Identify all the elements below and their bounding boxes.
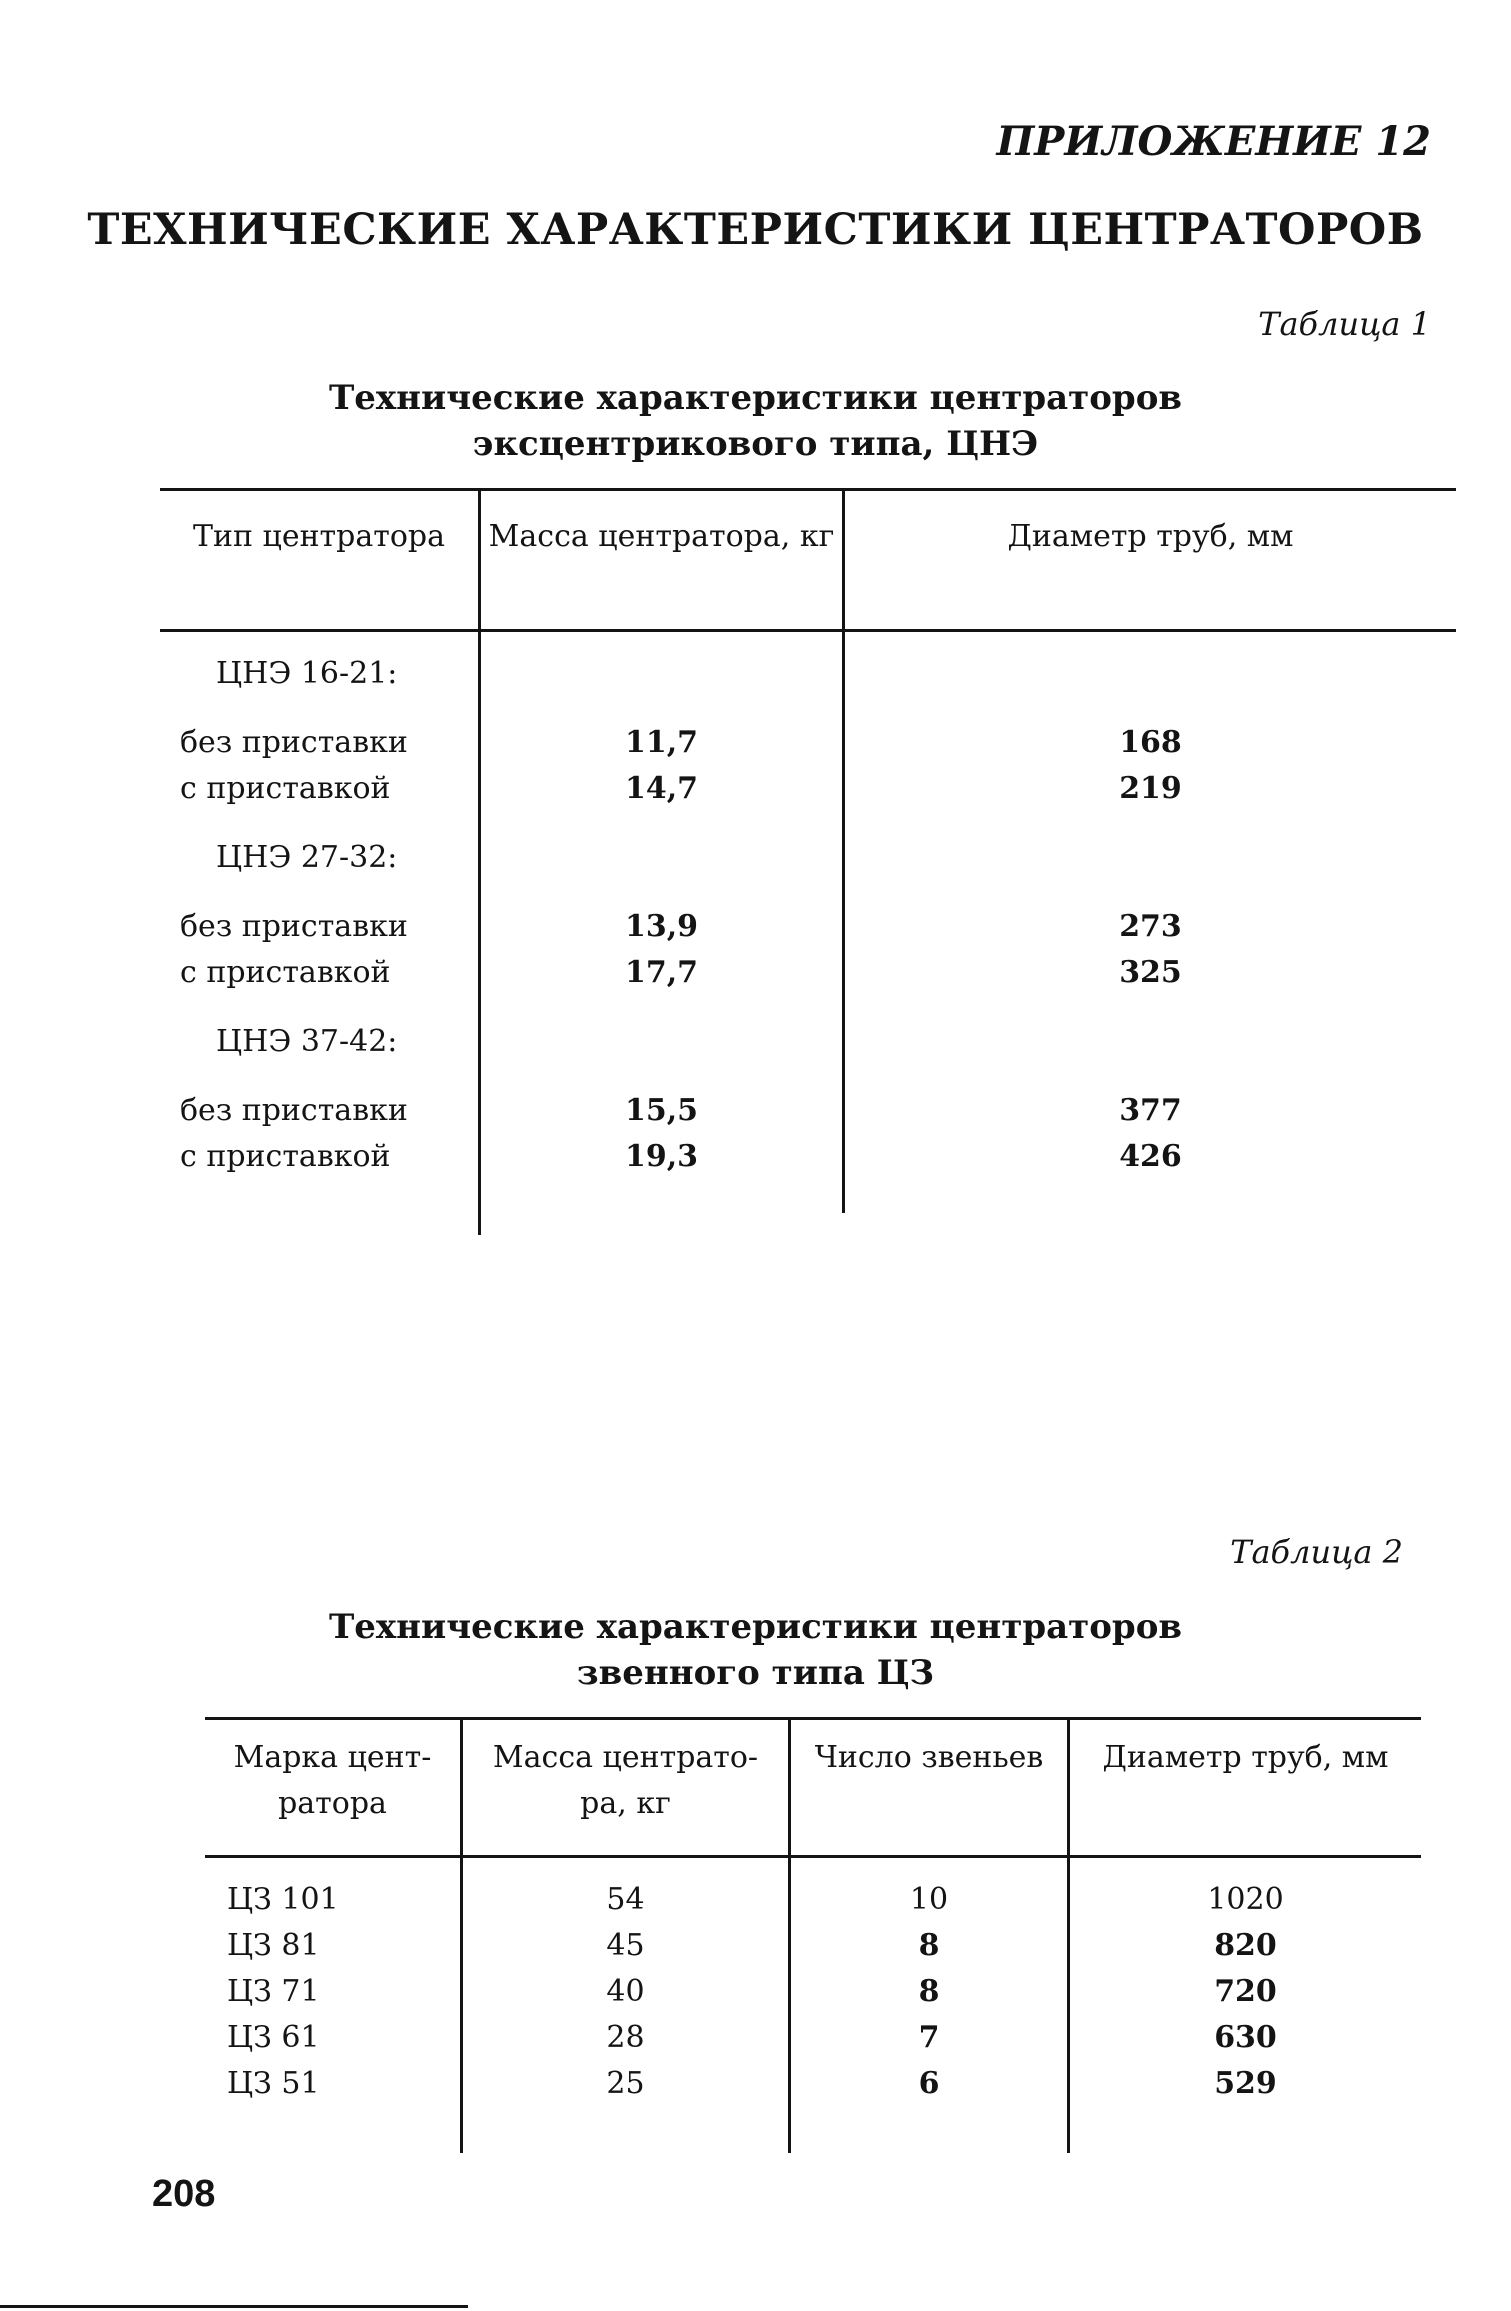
table2-top-rule — [205, 1717, 1421, 1720]
table1-cell-diameter: 168 — [1119, 725, 1182, 760]
table1-title-line2: эксцентрикового типа, ЦНЭ — [472, 424, 1039, 464]
table1 — [160, 488, 1456, 1235]
table2-cell-links: 8 — [918, 1928, 940, 1963]
table1-header-mass: Масса центратора, кг — [488, 519, 835, 554]
table2-title — [0, 1604, 1511, 1696]
table1-cell-mass: 17,7 — [624, 955, 699, 990]
table1-cell-diameter: 219 — [1119, 771, 1182, 806]
table2-header-rule — [205, 1855, 1421, 1858]
table1-cell-diameter: 325 — [1119, 955, 1182, 990]
table2-header-links: Число звеньев — [814, 1740, 1044, 1775]
page-number: 208 — [152, 2173, 216, 2215]
table2-cell-mass: 40 — [606, 1974, 645, 2009]
table1-cell-mass: 11,7 — [624, 725, 699, 760]
table2-header-mass: Масса центрато- ра, кг — [492, 1740, 759, 1821]
table2-cell-links: 10 — [909, 1882, 949, 1917]
table1-cell-mass: 15,5 — [624, 1093, 699, 1128]
table1-cell-diameter: 426 — [1119, 1139, 1182, 1174]
table1-cell-type: с приставкой — [180, 955, 391, 990]
appendix-label: ПРИЛОЖЕНИЕ 12 — [996, 118, 1431, 165]
table2-header-brand: Марка цент- ратора — [233, 1740, 432, 1821]
table2-title-line2: звенного типа ЦЗ — [576, 1653, 935, 1693]
table1-group-name: ЦНЭ 37-42: — [216, 1024, 398, 1059]
table2-cell-brand: ЦЗ 61 — [227, 2020, 320, 2055]
table2-cell-mass: 28 — [606, 2020, 645, 2055]
table1-cell-diameter: 377 — [1119, 1093, 1182, 1128]
table1-header-type: Тип центратора — [192, 519, 445, 554]
table1-cell-type: с приставкой — [180, 1139, 391, 1174]
table1-cell-type: без приставки — [180, 725, 408, 760]
table1-group-name: ЦНЭ 27-32: — [216, 840, 398, 875]
footer-rule — [0, 2305, 468, 2308]
table1-header-rule — [160, 629, 1456, 632]
table1-group-name: ЦНЭ 16-21: — [216, 656, 398, 691]
table2-cell-links: 7 — [918, 2020, 940, 2055]
table1-cell-type: с приставкой — [180, 771, 391, 806]
table1-cell-mass: 13,9 — [624, 909, 699, 944]
table1-cell-type: без приставки — [180, 909, 408, 944]
page-title: ТЕХНИЧЕСКИЕ ХАРАКТЕРИСТИКИ ЦЕНТРАТОРОВ — [87, 205, 1424, 255]
table2-cell-brand: ЦЗ 81 — [227, 1928, 320, 1963]
table1-label: Таблица 1 — [1258, 305, 1431, 343]
table2-cell-brand: ЦЗ 71 — [227, 1974, 320, 2009]
table2-cell-diameter: 1020 — [1207, 1882, 1284, 1917]
table1-cell-mass: 19,3 — [624, 1139, 699, 1174]
table2-cell-mass: 54 — [606, 1882, 645, 1917]
table1-title — [0, 375, 1511, 467]
table2-title-line1: Технические характеристики центраторов — [328, 1607, 1183, 1647]
table1-cell-diameter: 273 — [1119, 909, 1182, 944]
table1-cell-type: без приставки — [180, 1093, 408, 1128]
table1-title-line1: Технические характеристики центраторов — [328, 378, 1183, 418]
table2-cell-mass: 25 — [606, 2066, 645, 2101]
table2-cell-diameter: 529 — [1214, 2066, 1277, 2101]
table1-top-rule — [160, 488, 1456, 491]
table1-header-diameter: Диаметр труб, мм — [1007, 519, 1294, 554]
table2-cell-diameter: 630 — [1214, 2020, 1277, 2055]
table2-cell-diameter: 820 — [1214, 1928, 1277, 1963]
table2-cell-brand: ЦЗ 101 — [227, 1882, 339, 1917]
table2-header-diameter: Диаметр труб, мм — [1102, 1740, 1389, 1775]
table2-cell-diameter: 720 — [1214, 1974, 1277, 2009]
table2-cell-mass: 45 — [606, 1928, 645, 1963]
table2-label: Таблица 2 — [1230, 1533, 1403, 1571]
table2-cell-brand: ЦЗ 51 — [227, 2066, 320, 2101]
table2 — [205, 1717, 1421, 2153]
table1-cell-mass: 14,7 — [624, 771, 699, 806]
table2-cell-links: 6 — [918, 2066, 940, 2101]
table2-cell-links: 8 — [918, 1974, 940, 2009]
